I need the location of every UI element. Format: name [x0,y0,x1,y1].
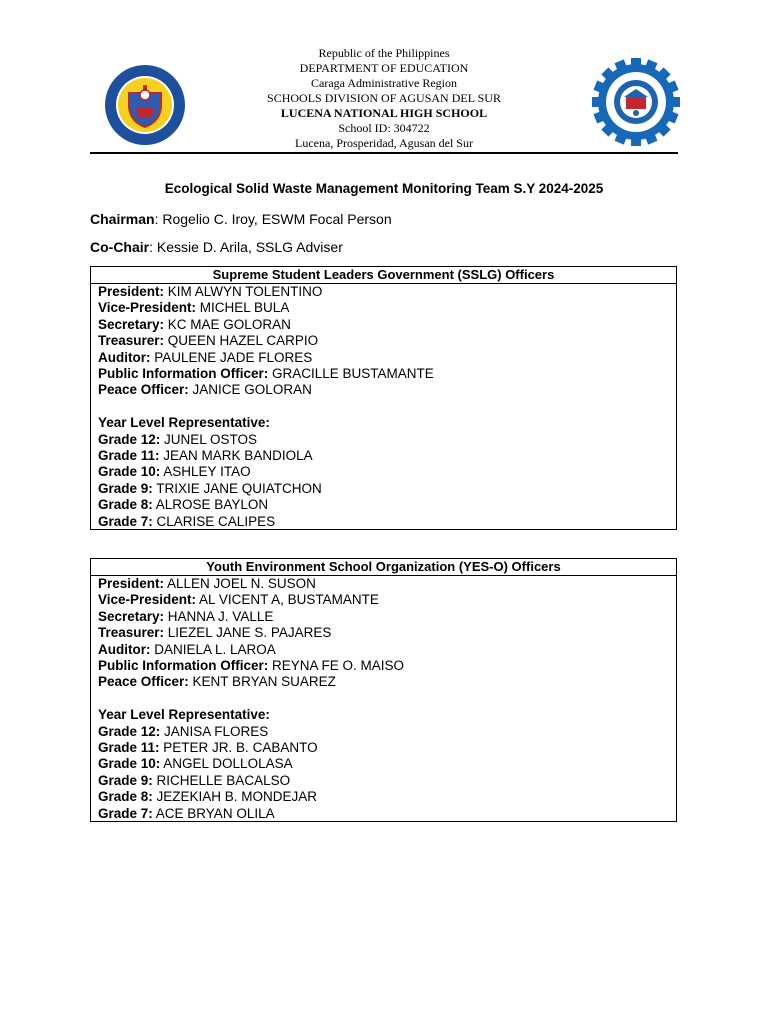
cochair-value: : Kessie D. Arila, SSLG Adviser [149,239,343,255]
rep-heading [98,415,676,431]
spacer [98,399,676,415]
rep-name: RICHELLE BACALSO [152,772,291,788]
officer-label: Peace Officer: [98,382,189,398]
officer-name: KENT BRYAN SUAREZ [188,674,336,690]
rep-label: Grade 10: [98,756,161,772]
rep-row [98,740,676,756]
chairman-value: : Rogelio C. Iroy, ESWM Focal Person [154,211,392,227]
letterhead-rule [90,152,678,154]
school-gear-logo-icon [591,57,681,147]
rep-row [98,432,676,448]
officer-label: President: [98,576,165,591]
header-line-address: Lucena, Prosperidad, Agusan del Sur [295,136,473,150]
officer-label: Public Information Officer: [98,658,269,674]
officer-label: Auditor: [98,349,151,365]
officer-label: Secretary: [98,316,165,332]
rep-label: Grade 11: [98,740,160,756]
rep-label: Grade 7: [98,513,153,529]
officer-row [98,382,676,398]
rep-name: PETER JR. B. CABANTO [159,740,318,756]
officer-name: HANNA J. VALLE [164,608,274,624]
officer-name: KC MAE GOLORAN [164,316,291,332]
rep-row [98,756,676,772]
school-logo [591,57,681,147]
officer-row [98,592,676,608]
officer-name: MICHEL BULA [196,300,290,316]
officer-row [98,333,676,349]
rep-row [98,448,676,464]
deped-seal-icon [103,63,187,147]
cochair-label: Co-Chair [90,239,150,255]
officer-row [98,366,676,382]
rep-row [98,806,676,822]
rep-label: Grade 8: [98,789,153,805]
rep-label: Grade 11: [98,448,160,464]
rep-name: JEAN MARK BANDIOLA [159,448,313,464]
spacer [98,691,676,707]
officer-row [98,284,676,300]
officer-row [98,350,676,366]
officer-label: Public Information Officer: [98,366,269,382]
header-line-department: DEPARTMENT OF EDUCATION [299,61,469,75]
yeso-body [91,576,676,822]
rep-name: ASHLEY ITAO [160,464,251,480]
officer-name: GRACILLE BUSTAMANTE [268,366,434,382]
sslg-officers-box [90,266,677,530]
header-line-division: SCHOOLS DIVISION OF AGUSAN DEL SUR [267,91,501,105]
officer-row [98,576,676,592]
header-line-region: Caraga Administrative Region [311,76,457,90]
rep-label: Grade 12: [98,431,161,447]
yeso-heading: Youth Environment School Organization (YES-O) Officers [91,559,676,576]
deped-seal [103,63,187,147]
rep-heading-label: Year Level Representative: [98,415,270,431]
officer-row [98,625,676,641]
rep-name: JANISA FLORES [160,723,269,739]
officer-name: AL VICENT A, BUSTAMANTE [196,592,379,608]
officer-label: Secretary: [98,608,165,624]
rep-label: Grade 9: [98,772,153,788]
officer-name: REYNA FE O. MAISO [268,658,405,674]
header-line-school-id: School ID: 304722 [338,121,430,135]
officer-row [98,317,676,333]
officer-name: KIM ALWYN TOLENTINO [164,284,323,299]
officer-label: Vice-President: [98,592,197,608]
officer-name: JANICE GOLORAN [188,382,312,398]
cochair-line [90,239,343,255]
officer-name: LIEZEL JANE S. PAJARES [164,625,332,641]
letterhead-text [234,46,534,151]
rep-heading [98,707,676,723]
rep-row [98,724,676,740]
document-title: Ecological Solid Waste Management Monitoring Team S.Y 2024-2025 [164,181,604,196]
officer-row [98,609,676,625]
officer-name: PAULENE JADE FLORES [150,349,313,365]
officer-label: President: [98,284,165,299]
officer-name: DANIELA L. LAROA [150,641,276,657]
rep-row [98,497,676,513]
sslg-heading: Supreme Student Leaders Government (SSLG) Officers [91,267,676,284]
chairman-line [90,211,392,227]
rep-row [98,789,676,805]
rep-label: Grade 8: [98,497,153,513]
rep-row [98,464,676,480]
officer-name: ALLEN JOEL N. SUSON [164,576,316,591]
rep-name: CLARISE CALIPES [152,513,276,529]
officer-name: QUEEN HAZEL CARPIO [164,333,319,349]
rep-row [98,481,676,497]
officer-row [98,658,676,674]
rep-name: ANGEL DOLLOLASA [160,756,293,772]
officer-row [98,300,676,316]
rep-name: ALROSE BAYLON [152,497,269,513]
rep-name: TRIXIE JANE QUIATCHON [152,480,322,496]
rep-label: Grade 12: [98,723,161,739]
chairman-label: Chairman [90,211,155,227]
rep-name: JEZEKIAH B. MONDEJAR [152,789,318,805]
officer-label: Auditor: [98,641,151,657]
rep-name: ACE BRYAN OLILA [152,805,275,821]
officer-row [98,642,676,658]
rep-label: Grade 10: [98,464,161,480]
header-line-school-name: LUCENA NATIONAL HIGH SCHOOL [280,106,488,120]
rep-name: JUNEL OSTOS [160,431,258,447]
rep-heading-label: Year Level Representative: [98,707,270,723]
rep-row [98,773,676,789]
officer-row [98,674,676,690]
sslg-body [91,284,676,530]
rep-row [98,514,676,530]
header-line-republic: Republic of the Philippines [318,46,450,60]
officer-label: Peace Officer: [98,674,189,690]
officer-label: Treasurer: [98,333,165,349]
yeso-officers-box [90,558,677,822]
officer-label: Treasurer: [98,625,165,641]
rep-label: Grade 9: [98,480,153,496]
officer-label: Vice-President: [98,300,197,316]
rep-label: Grade 7: [98,805,153,821]
